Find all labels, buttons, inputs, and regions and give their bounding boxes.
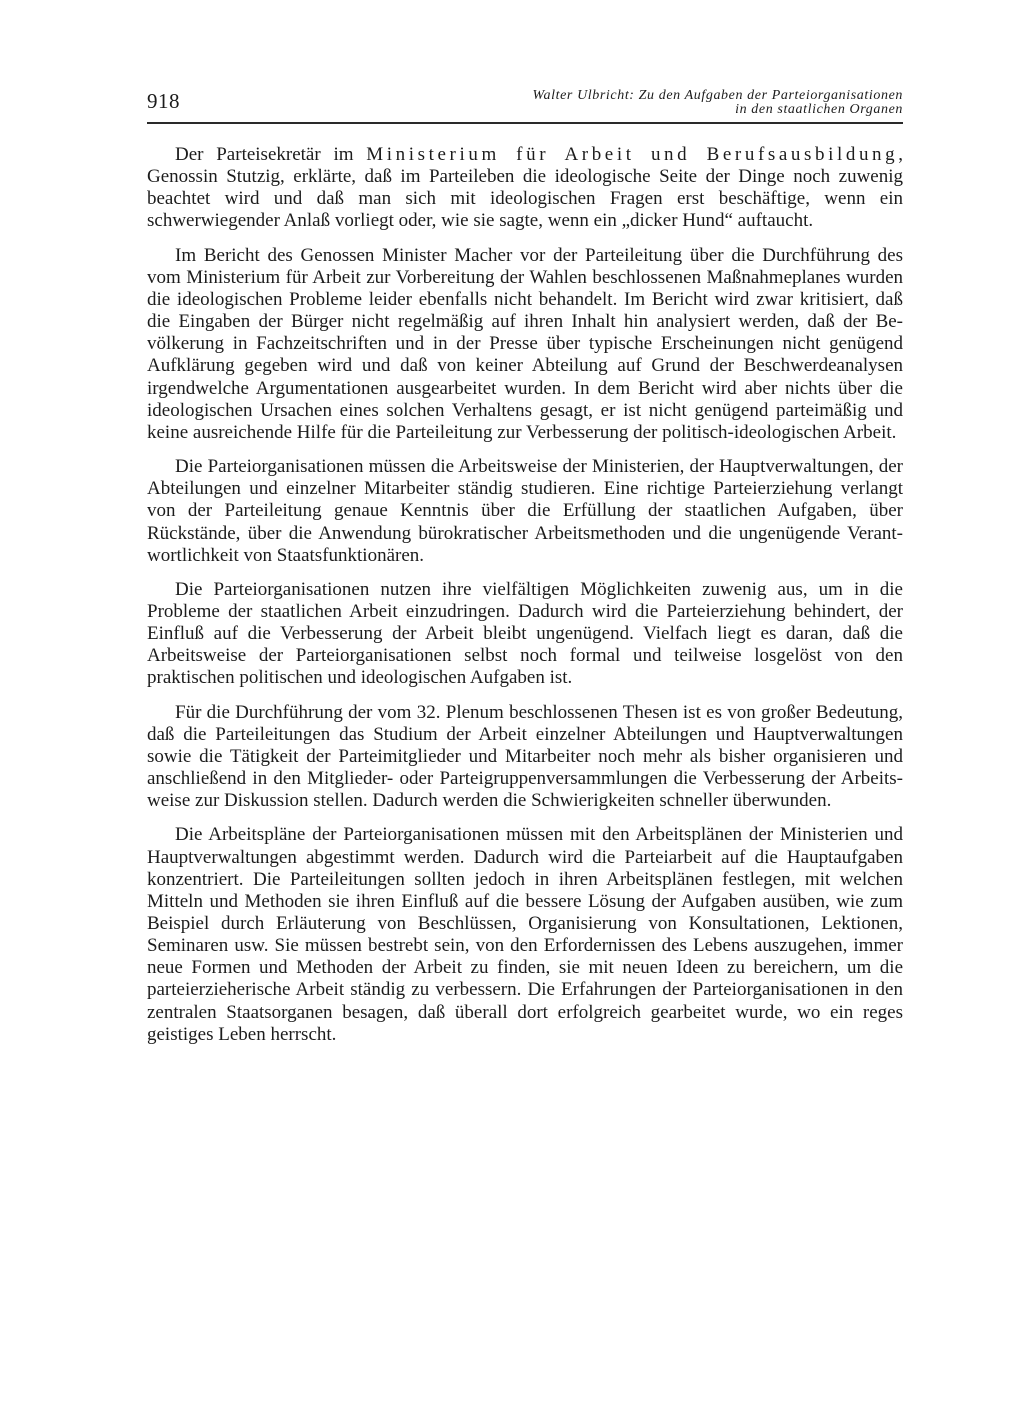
- paragraph-4: Die Parteiorganisationen nutzen ihre vielfältigen Möglichkeiten zuwenig aus, um in die Probleme der staatlichen Arbeit einzudringen. Dadurch wird die Parteierziehung behindert, der Einfluß auf die Verbesserung der Arbeit bleibt ungenügend. Vielfach liegt es daran, daß die Arbeitsweise der Parteiorganisationen selbst noch formal und teilweise losgelöst von den praktischen politischen und ideologischen Aufgaben ist.: [147, 578, 903, 689]
- paragraph-1-rest: , Genossin Stutzig, erklärte, daß im Parteileben die ideologische Seite der Dinge noch zuwenig beachtet wird und daß man sich mit ideologischen Fragen erst beschäftige, wenn ein schwerwiegender Anlaß vorliegt oder, wie sie sagte, wenn ein „dicker Hund“ auftaucht.: [147, 144, 904, 232]
- paragraph-1: [147, 144, 903, 233]
- spaced-emphasis-ministry: Ministerium für Arbeit und Berufsausbildung: [366, 144, 899, 165]
- running-head: [147, 84, 903, 122]
- document-page: [147, 84, 903, 1058]
- page-number: 918: [147, 89, 180, 113]
- running-title-line-2: in den staatlichen Organen: [735, 102, 903, 117]
- running-title-line-1: Walter Ulbricht: Zu den Aufgaben der Parteiorganisationen: [532, 88, 903, 103]
- header-rule: [147, 122, 903, 124]
- paragraph-3: Die Parteiorganisationen müssen die Arbeitsweise der Ministerien, der Hauptverwaltungen, der Abteilungen und einzelner Mitarbeiter ständig studieren. Eine richtige Parteierziehung verlangt von der Parteileitung genaue Kenntnis über die Erfüllung der staatlichen Aufgaben, über Rückstände, über die Anwendung bürokratischer Arbeitsmethoden und die ungenügende Verantwortlichkeit von Staatsfunktionären.: [147, 456, 903, 566]
- running-title: [533, 89, 903, 117]
- paragraph-1-lead: Der Parteisekretär im: [175, 144, 367, 165]
- paragraph-2: Im Bericht des Genossen Minister Macher vor der Parteileitung über die Durchführung des vom Ministerium für Arbeit zur Vorbereitung der Wahlen beschlossenen Maßnahmeplanes wurden die ideologischen Probleme leider ebenfalls nicht behandelt. Im Bericht wird zwar kritisiert, daß die Eingaben der Bürger nicht regelmäßig auf ihren Inhalt hin analysiert werden, daß der Bevölkerung in Fachzeitschriften und in der Presse über typische Erscheinungen nicht genügend Aufklärung gegeben wird und daß von keiner Abteilung auf Grund der Beschwerdeanalysen irgendwelche Argumentationen ausgearbeitet wurden. In dem Bericht wird aber nichts über die ideologischen Ursachen eines solchen Verhaltens gesagt, er ist nicht genügend parteimäßig und keine ausreichende Hilfe für die Parteileitung zur Verbesserung der politisch-ideologischen Arbeit.: [147, 244, 903, 443]
- body-text: [147, 144, 903, 1046]
- paragraph-5: Für die Durchführung der vom 32. Plenum beschlossenen Thesen ist es von großer Bedeutung, daß die Parteileitungen das Studium der Arbeit einzelner Abteilungen und Hauptverwaltungen sowie die Tätigkeit der Parteimitglieder und Mitarbeiter noch mehr als bisher organisieren und anschließend in den Mitglieder- oder Parteigruppenversammlungen die Verbesserung der Arbeitsweise zur Diskussion stellen. Dadurch werden die Schwierigkeiten schneller überwunden.: [147, 701, 903, 812]
- paragraph-6: Die Arbeitspläne der Parteiorganisationen müssen mit den Arbeitsplänen der Ministerien und Hauptverwaltungen abgestimmt werden. Dadurch wird die Parteiarbeit auf die Hauptaufgaben konzentriert. Die Parteileitungen sollten jedoch in ihren Arbeitsplänen festlegen, mit welchen Mitteln und Methoden sie ihren Einfluß auf die bessere Lösung der Aufgaben ausüben, wie zum Beispiel durch Erläuterung von Beschlüssen, Organisierung von Konsultationen, Lektionen, Seminaren usw. Sie müssen bestrebt sein, von den Erfordernissen des Lebens auszugehen, immer neue Formen und Methoden der Arbeit zu finden, sie mit neuen Ideen zu bereichern, um die parteierzieherische Arbeit ständig zu verbessern. Die Erfahrungen der Parteiorganisationen in den zentralen Staatsorganen besagen, daß überall dort erfolgreich gearbeitet wurde, wo ein reges geistiges Leben herrscht.: [147, 824, 903, 1045]
